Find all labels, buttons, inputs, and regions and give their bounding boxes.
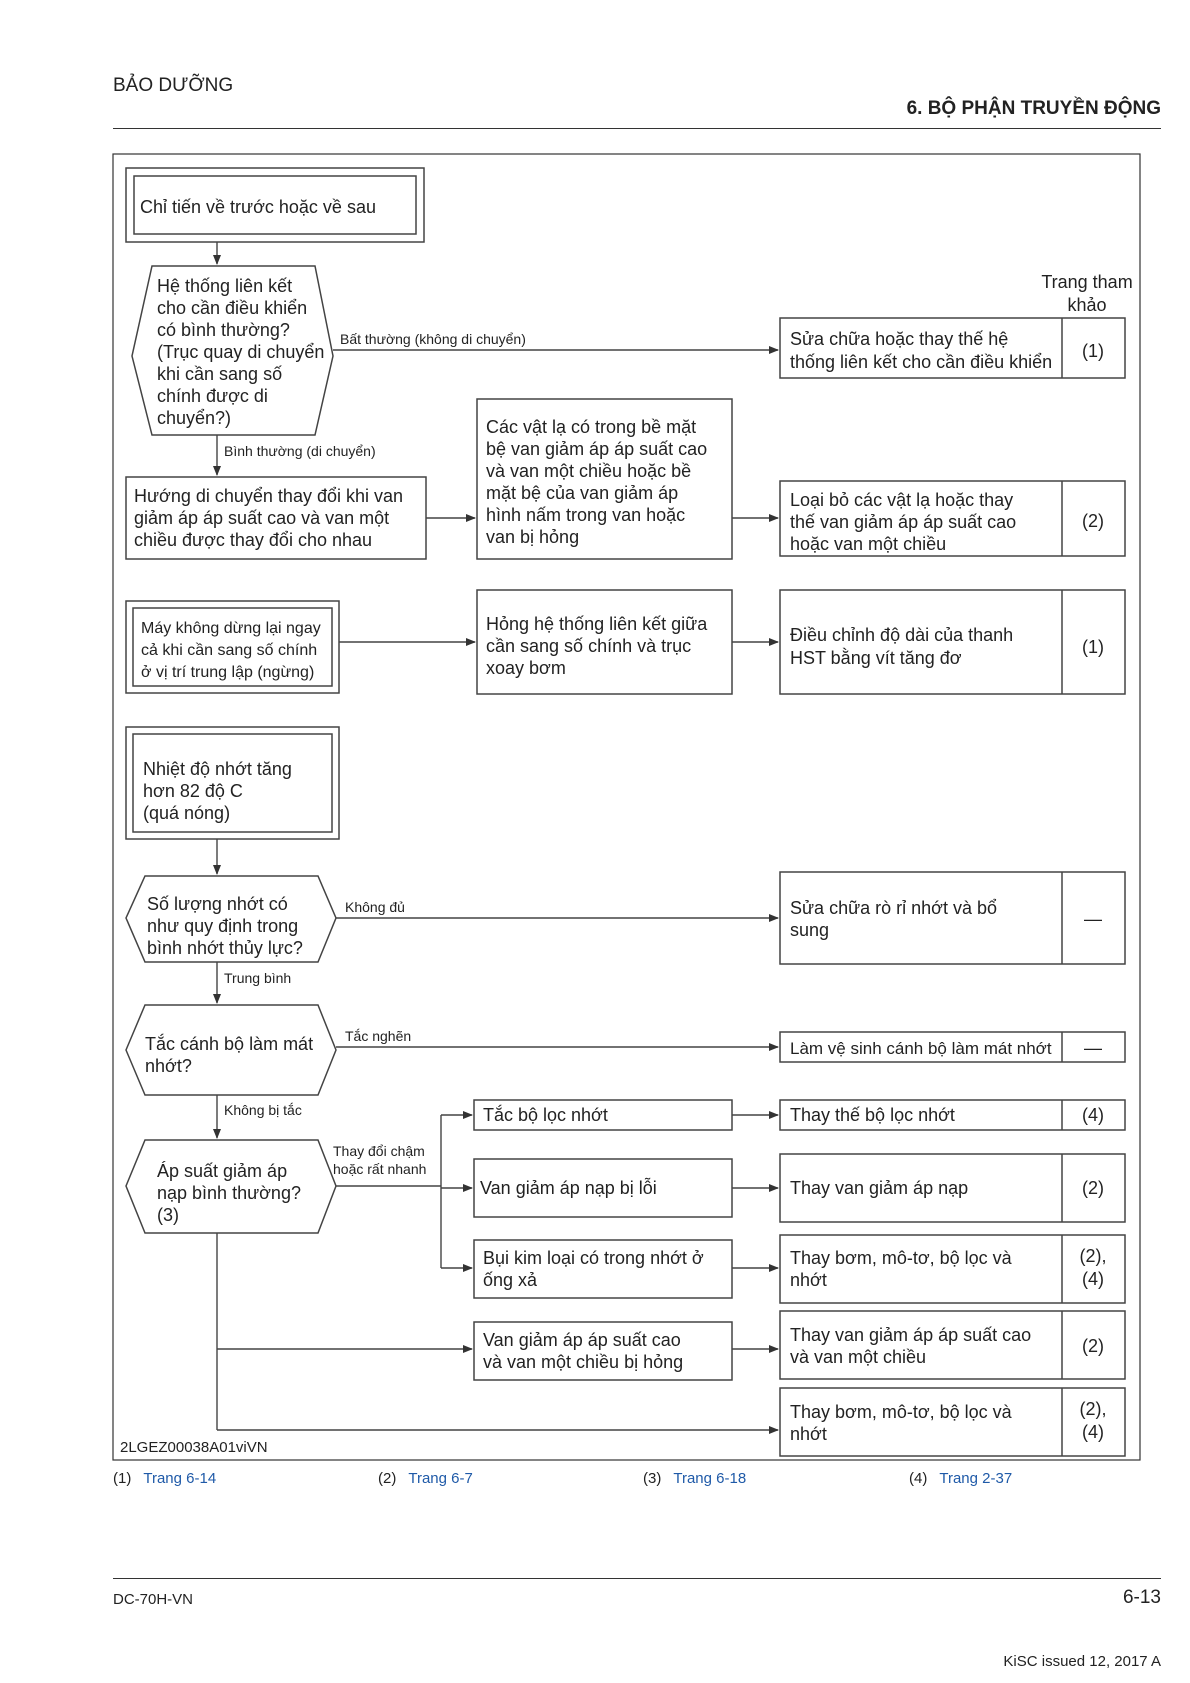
footnote-3: [643, 1470, 746, 1487]
r-pump2-line: nhớt: [790, 1424, 827, 1444]
start2-line: Máy không dừng lại ngay: [141, 620, 321, 637]
start3-line: hơn 82 độ C: [143, 781, 243, 801]
lbl-not-enough: Không đủ: [345, 899, 405, 915]
start3-line: (quá nóng): [143, 803, 231, 823]
q-cooler-line: nhớt?: [145, 1056, 192, 1076]
r-repair-linkage-line: Sửa chữa hoặc thay thế hệ: [790, 329, 1009, 349]
footnote-link[interactable]: Trang 2-37: [939, 1470, 1013, 1487]
ref-24b-line: (2),: [1079, 1399, 1107, 1419]
lbl-clogged: Tắc nghẽn: [345, 1028, 412, 1044]
lbl-change-line: Thay đổi chậm: [333, 1143, 425, 1159]
r-filter: Thay thế bộ lọc nhớt: [790, 1105, 955, 1125]
footer-rule: [113, 1578, 1161, 1579]
q-pressure-line: nạp bình thường?: [157, 1183, 301, 1203]
r-adjust-line: HST bằng vít tăng đơ: [790, 648, 962, 668]
replace-hp-box: [780, 1311, 1125, 1379]
ref-1b: (1): [1082, 637, 1104, 657]
b-metal-line: Bụi kim loại có trong nhớt ở: [483, 1248, 704, 1268]
q-linkage-line: khi cần sang số: [157, 364, 283, 384]
oil-leak-box: [780, 872, 1125, 964]
r-hp-valve-line: Thay van giảm áp áp suất cao: [790, 1325, 1032, 1345]
r-adjust-line: Điều chỉnh độ dài của thanh: [790, 625, 1014, 645]
start3-line: Nhiệt độ nhớt tăng: [143, 759, 292, 779]
q-linkage-line: chính được di: [157, 386, 268, 406]
b-foreign-line: Các vật lạ có trong bề mặt: [486, 417, 697, 437]
ref-24b-line: (4): [1082, 1422, 1104, 1442]
r-pump2-line: Thay bơm, mô-tơ, bộ lọc và: [790, 1402, 1012, 1422]
header-title: 6. BỘ PHẬN TRUYỀN ĐỘNG: [906, 98, 1161, 119]
ref-2c: (2): [1082, 1336, 1104, 1356]
b-foreign-line: hình nấm trong van hoặc: [486, 505, 686, 525]
start2-line: ở vị trí trung lập (ngừng): [141, 664, 315, 681]
q-oil-line: như quy định trong: [147, 916, 299, 936]
r-remove-line: hoặc van một chiều: [790, 534, 947, 554]
footnote-num: (2): [378, 1470, 397, 1487]
b-foreign-line: mặt bệ của van giảm áp: [486, 483, 679, 503]
footnote-4: [909, 1470, 1012, 1487]
ref-header-2: khảo: [1067, 295, 1107, 315]
footnote-num: (4): [909, 1470, 928, 1487]
start2-line: cả khi cần sang số chính: [141, 642, 318, 659]
q-cooler-line: Tắc cánh bộ làm mát: [145, 1034, 314, 1054]
lbl-average: Trung bình: [224, 970, 292, 986]
lbl-change-line: hoặc rất nhanh: [333, 1161, 427, 1177]
q-linkage-line: Hệ thống liên kết: [157, 276, 293, 296]
ref-dash-2: —: [1084, 1038, 1102, 1058]
page-number: 6-13: [1122, 1587, 1161, 1608]
ref-24a-line: (2),: [1079, 1246, 1107, 1266]
r-repair-linkage-line: thống liên kết cho cần điều khiển: [790, 352, 1053, 372]
b-foreign-line: và van một chiều hoặc bề: [486, 461, 692, 481]
b-foreign-line: van bị hỏng: [486, 527, 580, 547]
q-oil-line: bình nhớt thủy lực?: [147, 938, 303, 958]
r-clean-cooler: Làm vệ sinh cánh bộ làm mát nhớt: [790, 1039, 1052, 1058]
b-linkage-fail-line: xoay bơm: [486, 658, 566, 678]
q-linkage-line: cho cần điều khiển: [157, 298, 308, 318]
figure-id: 2LGEZ00038A01viVN: [120, 1439, 268, 1456]
issued-note: KiSC issued 12, 2017 A: [1003, 1653, 1161, 1670]
b-direction-line: giảm áp áp suất cao và van một: [134, 508, 390, 528]
b-filter: Tắc bộ lọc nhớt: [483, 1105, 608, 1125]
b-hp-valve-line: Van giảm áp áp suất cao: [483, 1330, 681, 1350]
footer-doc-id: DC-70H-VN: [113, 1591, 194, 1608]
ref-24a-line: (4): [1082, 1269, 1104, 1289]
start1-text: Chỉ tiến về trước hoặc về sau: [140, 197, 376, 217]
ref-2a: (2): [1082, 511, 1104, 531]
r-hp-valve-line: và van một chiều: [790, 1347, 927, 1367]
ref-4a: (4): [1082, 1105, 1104, 1125]
ref-header-1: Trang tham: [1041, 272, 1133, 292]
q-linkage-line: có bình thường?: [157, 320, 290, 340]
r-oil-leak-line: sung: [790, 920, 830, 940]
b-charge-valve: Van giảm áp nạp bị lỗi: [480, 1178, 657, 1198]
r-remove-line: thế van giảm áp áp suất cao: [790, 512, 1017, 532]
footnote-link[interactable]: Trang 6-7: [408, 1470, 473, 1487]
footnote-link[interactable]: Trang 6-18: [673, 1470, 747, 1487]
footnote-2: [378, 1470, 473, 1487]
footnote-num: (1): [113, 1470, 132, 1487]
r-charge-valve: Thay van giảm áp nạp: [790, 1178, 969, 1198]
r-remove-line: Loại bỏ các vật lạ hoặc thay: [790, 490, 1014, 510]
q-pressure-line: (3): [157, 1205, 179, 1225]
footnote-1: [113, 1470, 216, 1487]
q-linkage-line: (Trục quay di chuyển: [157, 342, 325, 362]
b-linkage-fail-line: cần sang số chính và trục: [486, 636, 692, 656]
footnote-num: (3): [643, 1470, 662, 1487]
r-oil-leak-line: Sửa chữa rò rỉ nhớt và bổ: [790, 898, 997, 918]
q-oil-line: Số lượng nhớt có: [147, 894, 288, 914]
footnote-link[interactable]: Trang 6-14: [143, 1470, 217, 1487]
r-pump1-line: Thay bơm, mô-tơ, bộ lọc và: [790, 1248, 1012, 1268]
ref-dash-1: —: [1084, 909, 1102, 929]
b-hp-valve-line: và van một chiều bị hỏng: [483, 1352, 684, 1372]
b-foreign-line: bệ van giảm áp áp suất cao: [486, 439, 708, 459]
b-linkage-fail-line: Hỏng hệ thống liên kết giữa: [486, 614, 708, 634]
lbl-abnormal: Bất thường (không di chuyển): [340, 331, 526, 347]
lbl-not-clogged: Không bị tắc: [224, 1102, 302, 1118]
ref-2b: (2): [1082, 1178, 1104, 1198]
b-metal-line: ống xả: [483, 1270, 538, 1290]
b-direction-line: Hướng di chuyển thay đổi khi van: [134, 486, 404, 506]
pump1-box: [780, 1235, 1125, 1303]
q-linkage-line: chuyển?): [157, 408, 232, 428]
b-direction-line: chiều được thay đổi cho nhau: [134, 530, 373, 550]
r-pump1-line: nhớt: [790, 1270, 827, 1290]
pump2-box: [780, 1388, 1125, 1456]
lbl-normal: Bình thường (di chuyển): [224, 443, 376, 459]
ref-1a: (1): [1082, 341, 1104, 361]
header-section: BẢO DƯỠNG: [113, 75, 234, 96]
q-pressure-line: Áp suất giảm áp: [157, 1161, 288, 1181]
